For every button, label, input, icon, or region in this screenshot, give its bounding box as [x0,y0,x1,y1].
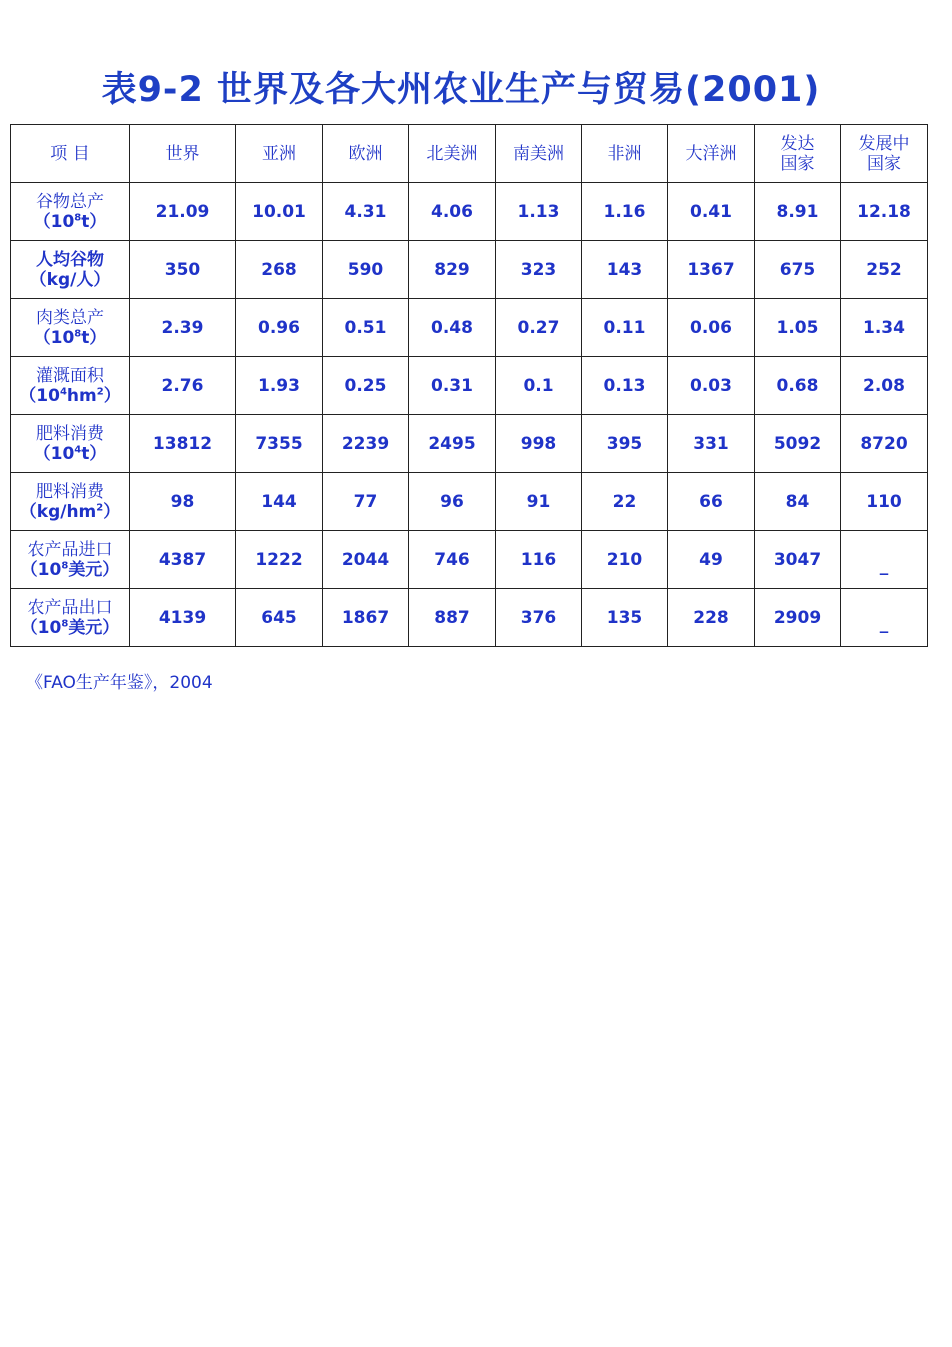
table-cell: 0.41 [668,183,755,241]
table-cell: 0.96 [236,299,323,357]
header-developed-line2: 国家 [780,153,815,174]
table-cell: 96 [409,473,496,531]
table-cell: 675 [755,241,841,299]
table-cell: 0.11 [582,299,668,357]
table-cell: 21.09 [130,183,236,241]
table-cell: 210 [582,531,668,589]
table-row [11,531,928,589]
table-cell: 2239 [323,415,409,473]
table-header-row [11,125,928,183]
table-cell: 4139 [130,589,236,647]
table-cell: 395 [582,415,668,473]
header-africa: 非洲 [582,125,668,183]
page-title-text: 表9-2 世界及各大州农业生产与贸易(2001) [101,70,821,110]
header-item: 项 目 [11,125,130,183]
header-world: 世界 [130,125,236,183]
table-cell: 323 [496,241,582,299]
row-label-unit: $(kg/hm^2)$ [19,501,121,522]
table-cell: 829 [409,241,496,299]
table-cell: 22 [582,473,668,531]
row-label [11,415,130,473]
page-title [0,62,922,112]
table-cell: 0.27 [496,299,582,357]
row-label-unit: $(10^4t)$ [33,443,107,464]
table-cell: 1.05 [755,299,841,357]
row-label-unit: （$10^8$美元） [20,559,120,580]
row-label-unit: $(10^8t)$ [33,211,107,232]
row-label-unit: （kg/人） [29,269,111,290]
row-label-unit: $(10^4hm^2)$ [19,385,121,406]
table-cell: 8.91 [755,183,841,241]
row-label-name: 谷物总产 [36,191,104,212]
table-row [11,241,928,299]
table-cell: 116 [496,531,582,589]
table-cell: 0.13 [582,357,668,415]
row-label-name: 肉类总产 [36,307,104,328]
table-cell: 1.16 [582,183,668,241]
table-cell: 0.1 [496,357,582,415]
table-cell: 746 [409,531,496,589]
table-cell: 13812 [130,415,236,473]
table-cell: 4.06 [409,183,496,241]
table-cell: 91 [496,473,582,531]
table-cell: 7355 [236,415,323,473]
table-cell: 66 [668,473,755,531]
table-cell: 645 [236,589,323,647]
table-cell [841,589,928,647]
table-cell: 2044 [323,531,409,589]
row-label [11,357,130,415]
header-developing [841,125,928,183]
table-cell: 1.34 [841,299,928,357]
table-cell: 0.48 [409,299,496,357]
table-cell: 0.68 [755,357,841,415]
row-label-name: 人均谷物 [36,249,104,270]
table-row [11,589,928,647]
table-cell: 4.31 [323,183,409,241]
table-cell: 10.01 [236,183,323,241]
table-cell: 376 [496,589,582,647]
table-cell: 228 [668,589,755,647]
row-label [11,531,130,589]
table-cell: 2.76 [130,357,236,415]
agriculture-table [10,124,928,647]
table-cell: 49 [668,531,755,589]
empty-value-dash: _ [879,555,889,576]
row-label-name: 灌溉面积 [36,365,104,386]
row-label-name: 农产品进口 [27,539,113,560]
table-cell: 1367 [668,241,755,299]
header-developing-line1: 发展中 [858,133,910,154]
table-cell: 0.31 [409,357,496,415]
table-cell: 8720 [841,415,928,473]
row-label [11,241,130,299]
table-cell: 268 [236,241,323,299]
table-row [11,473,928,531]
row-label-name: 农产品出口 [27,597,113,618]
row-label [11,473,130,531]
table-cell: 2495 [409,415,496,473]
row-label-name: 肥料消费 [36,423,104,444]
table-cell: 144 [236,473,323,531]
table-cell: 0.06 [668,299,755,357]
row-label [11,183,130,241]
table-row [11,415,928,473]
row-label-unit: $(10^8t)$ [33,327,107,348]
table-cell: 2.08 [841,357,928,415]
table-cell: 135 [582,589,668,647]
table-cell: 350 [130,241,236,299]
table-row [11,357,928,415]
table-cell: 12.18 [841,183,928,241]
table-cell: 590 [323,241,409,299]
table-cell: 2.39 [130,299,236,357]
table-cell: 3047 [755,531,841,589]
table-cell: 77 [323,473,409,531]
header-oceania: 大洋洲 [668,125,755,183]
table-cell: 2909 [755,589,841,647]
table-cell: 143 [582,241,668,299]
header-south-america: 南美洲 [496,125,582,183]
row-label [11,589,130,647]
header-asia: 亚洲 [236,125,323,183]
table-cell: 0.03 [668,357,755,415]
table-cell: 4387 [130,531,236,589]
header-developed [755,125,841,183]
table-cell: 84 [755,473,841,531]
table-cell: 887 [409,589,496,647]
row-label-unit: （$10^8$美元） [20,617,120,638]
table-cell: 1.13 [496,183,582,241]
table-cell: 0.51 [323,299,409,357]
table-cell: 0.25 [323,357,409,415]
table-cell: 1.93 [236,357,323,415]
table-row [11,299,928,357]
empty-value-dash: _ [879,613,889,634]
table-cell: 252 [841,241,928,299]
table-cell [841,531,928,589]
header-europe: 欧洲 [323,125,409,183]
source-note: 《FAO生产年鉴》，2004 [26,673,213,693]
table-cell: 5092 [755,415,841,473]
row-label [11,299,130,357]
header-developed-line1: 发达 [780,133,815,154]
table-cell: 110 [841,473,928,531]
header-developing-line2: 国家 [867,153,901,174]
header-north-america: 北美洲 [409,125,496,183]
table-cell: 98 [130,473,236,531]
table-cell: 331 [668,415,755,473]
table-cell: 1867 [323,589,409,647]
table-cell: 998 [496,415,582,473]
table-cell: 1222 [236,531,323,589]
table-row [11,183,928,241]
row-label-name: 肥料消费 [36,481,104,502]
